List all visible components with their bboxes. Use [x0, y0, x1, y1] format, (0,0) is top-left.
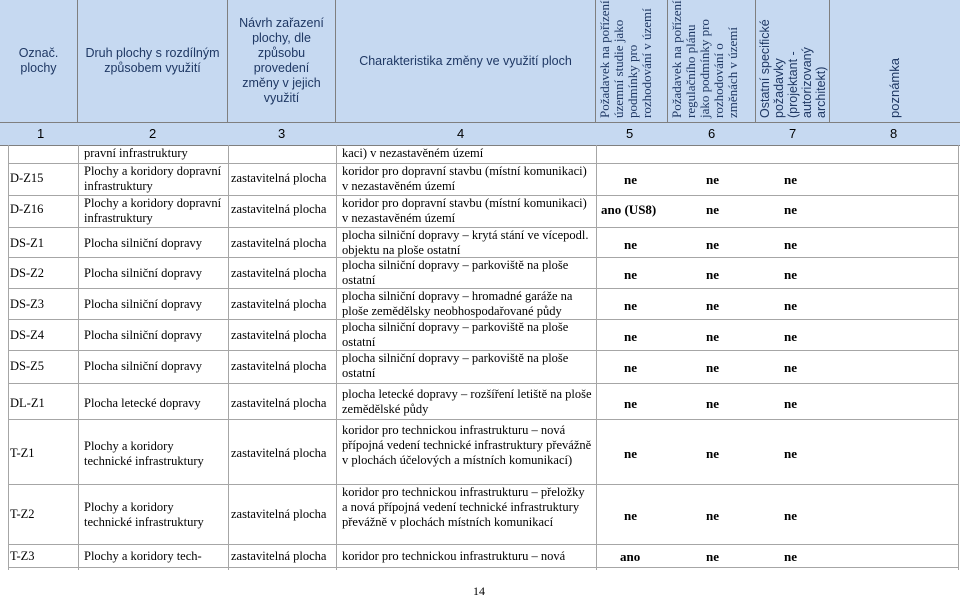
header-col-regul [668, 0, 756, 122]
cell-char: plocha silniční dopravy – hromadné garáže na ploše zemědělsky neobhospodařované půdy [342, 289, 573, 318]
cell-studie: ne [624, 508, 637, 523]
cell-zar: zastavitelná plocha [231, 171, 327, 185]
cell-id: T-Z3 [10, 549, 35, 563]
cell-id: DS-Z2 [10, 266, 45, 280]
table-row [0, 423, 960, 484]
cell-regul: ne [706, 549, 719, 564]
cell-id: DL-Z1 [10, 396, 45, 410]
header-col-oznac [0, 0, 78, 122]
cell-studie: ne [624, 396, 637, 411]
table-row [0, 547, 960, 567]
cell-char: plocha silniční dopravy – parkoviště na ploše ostatní [342, 351, 569, 380]
header-col-char [336, 0, 596, 122]
cell-ostatni: ne [784, 446, 797, 461]
cell-char: plocha silniční dopravy – parkoviště na ploše ostatní [342, 320, 569, 349]
cell-type: Plochy a koridory dopravní infrastruktury [84, 164, 222, 193]
col-number-4: 4 [457, 126, 465, 141]
cell-char: koridor pro dopravní stavbu (místní komunikaci) v nezastavěném území [342, 164, 587, 193]
cell-type: Plochy a koridory technické infrastruktury [84, 439, 204, 468]
cell-type: Plocha letecké dopravy [84, 396, 201, 410]
cell-zar: zastavitelná plocha [231, 202, 327, 216]
cell-type: Plocha silniční dopravy [84, 297, 203, 311]
cell-type: Plocha silniční dopravy [84, 236, 203, 250]
col-number-7: 7 [789, 126, 797, 141]
table-row [0, 196, 960, 227]
cell-zar: zastavitelná plocha [231, 446, 327, 460]
cell-id: T-Z2 [10, 507, 35, 521]
cell-regul: ne [706, 446, 719, 461]
cell-ostatni: ne [784, 549, 797, 564]
cell-studie: ne [624, 298, 637, 313]
table-row [0, 164, 960, 195]
cell-studie: ne [624, 237, 637, 252]
cell-id: DS-Z4 [10, 328, 45, 342]
cell-regul: ne [706, 396, 719, 411]
cell-studie: ne [624, 360, 637, 375]
cell-ostatni: ne [784, 202, 797, 217]
cell-regul: ne [706, 329, 719, 344]
table-row [0, 386, 960, 419]
cell-zar: zastavitelná plocha [231, 266, 327, 280]
cell-zar: zastavitelná plocha [231, 359, 327, 373]
cell-zar: zastavitelná plocha [231, 328, 327, 342]
cell-type: Plochy a koridory technické infrastruktury [84, 500, 204, 529]
cell-studie: ne [624, 446, 637, 461]
cell-zar: zastavitelná plocha [231, 396, 327, 410]
cell-id: DS-Z5 [10, 359, 45, 373]
cell-regul: ne [706, 202, 719, 217]
cell-id: DS-Z3 [10, 297, 45, 311]
cell-regul: ne [706, 508, 719, 523]
header-col-ostatni [756, 0, 830, 122]
cell-ostatni: ne [784, 298, 797, 313]
cell-char: koridor pro technickou infrastrukturu – přeložky a nová přípojná vedení technické infrastruktury převážně v plochách místních komunikací [342, 485, 585, 529]
header-col-ostatni-label: Ostatní specifické požadavky (projektant - autorizovaný architekt) [758, 19, 828, 118]
column-number-row [0, 122, 960, 145]
cell-zar: zastavitelná plocha [231, 297, 327, 311]
cell-regul: ne [706, 360, 719, 375]
cell-ostatni: ne [784, 329, 797, 344]
grid-hline [8, 567, 958, 568]
cell-ostatni: ne [784, 396, 797, 411]
cell-studie: ano (US8) [601, 202, 657, 217]
header-col-char-label: Charakteristika změny ve využití ploch [359, 53, 572, 68]
grid-hline [8, 419, 958, 420]
header-col-navrh [228, 0, 336, 122]
cell-id: DS-Z1 [10, 236, 45, 250]
cell-char: plocha silniční dopravy – parkoviště na ploše ostatní [342, 258, 569, 287]
cell-ostatni: ne [784, 172, 797, 187]
col-number-5: 5 [626, 126, 634, 141]
page-number: 14 [473, 584, 485, 598]
cell-studie: ne [624, 267, 637, 282]
cell-studie: ano [620, 549, 641, 564]
cell-zar: zastavitelná plocha [231, 507, 327, 521]
cell-regul: ne [706, 267, 719, 282]
col-number-2: 2 [149, 126, 157, 141]
header-col-studie-label: Požadavek na pořízení územní studie jako podmínky pro rozhodování v území [597, 0, 654, 118]
header-col-poznamka-label: poznámka [887, 58, 902, 118]
cell-type: Plochy a koridory dopravní infrastruktury [84, 196, 222, 225]
col-number-8: 8 [890, 126, 898, 141]
cell-char: koridor pro dopravní stavbu (místní komunikaci) v nezastavěném území [342, 196, 587, 225]
cell-type: Plocha silniční dopravy [84, 328, 203, 342]
cell-ostatni: ne [784, 508, 797, 523]
col-number-1: 1 [37, 126, 45, 141]
col-number-6: 6 [708, 126, 716, 141]
cell-regul: ne [706, 237, 719, 252]
cell-zar: zastavitelná plocha [231, 236, 327, 250]
table-row [0, 485, 960, 544]
cell-regul: ne [706, 172, 719, 187]
table-row [0, 289, 960, 319]
cell-char: kaci) v nezastavěném území [342, 146, 484, 160]
cell-studie: ne [624, 172, 637, 187]
cell-type: Plochy a koridory tech- [84, 549, 202, 563]
header-col-regul-label: Požadavek na pořízení regulačního plánu jako podmínky pro rozhodování o změnách v území [669, 0, 740, 118]
table-row [0, 258, 960, 288]
cell-char: plocha letecké dopravy – rozšíření letiště na ploše zemědělské půdy [342, 387, 592, 416]
cell-studie: ne [624, 329, 637, 344]
cell-id: D-Z16 [10, 202, 44, 216]
header-col-druh [78, 0, 228, 122]
cell-char: plocha silniční dopravy – krytá stání ve vícepodl. objektu na ploše ostatní [342, 228, 589, 257]
header-col-navrh-label: Návrh zařazení plochy, dle způsobu provedení změny v jejich využití [239, 16, 324, 105]
cell-type: Plocha silniční dopravy [84, 266, 203, 280]
cell-ostatni: ne [784, 237, 797, 252]
header-col-oznac-label: Označ. plochy [18, 46, 59, 75]
cell-type: pravní infrastruktury [84, 146, 188, 160]
table-row [0, 351, 960, 383]
cell-zar: zastavitelná plocha [231, 549, 327, 563]
grid-hline [8, 544, 958, 545]
grid-hline [8, 383, 958, 384]
header-col-poznamka [830, 0, 960, 122]
table-row [0, 228, 960, 257]
cell-type: Plocha silniční dopravy [84, 359, 203, 373]
cell-char: koridor pro technickou infrastrukturu – nová [342, 549, 566, 563]
cell-ostatni: ne [784, 267, 797, 282]
cell-ostatni: ne [784, 360, 797, 375]
cell-id: T-Z1 [10, 446, 35, 460]
cell-id: D-Z15 [10, 171, 44, 185]
col-number-3: 3 [278, 126, 286, 141]
cell-regul: ne [706, 298, 719, 313]
header-col-druh-label: Druh plochy s rozdílným způsobem využití [85, 46, 220, 75]
table-row [0, 320, 960, 350]
table-row [0, 146, 960, 163]
header-col-studie [596, 0, 668, 122]
cell-char: koridor pro technickou infrastrukturu – nová přípojná vedení technické infrastruktury převážně v plochách účelových a místních komunikací) [342, 423, 592, 467]
